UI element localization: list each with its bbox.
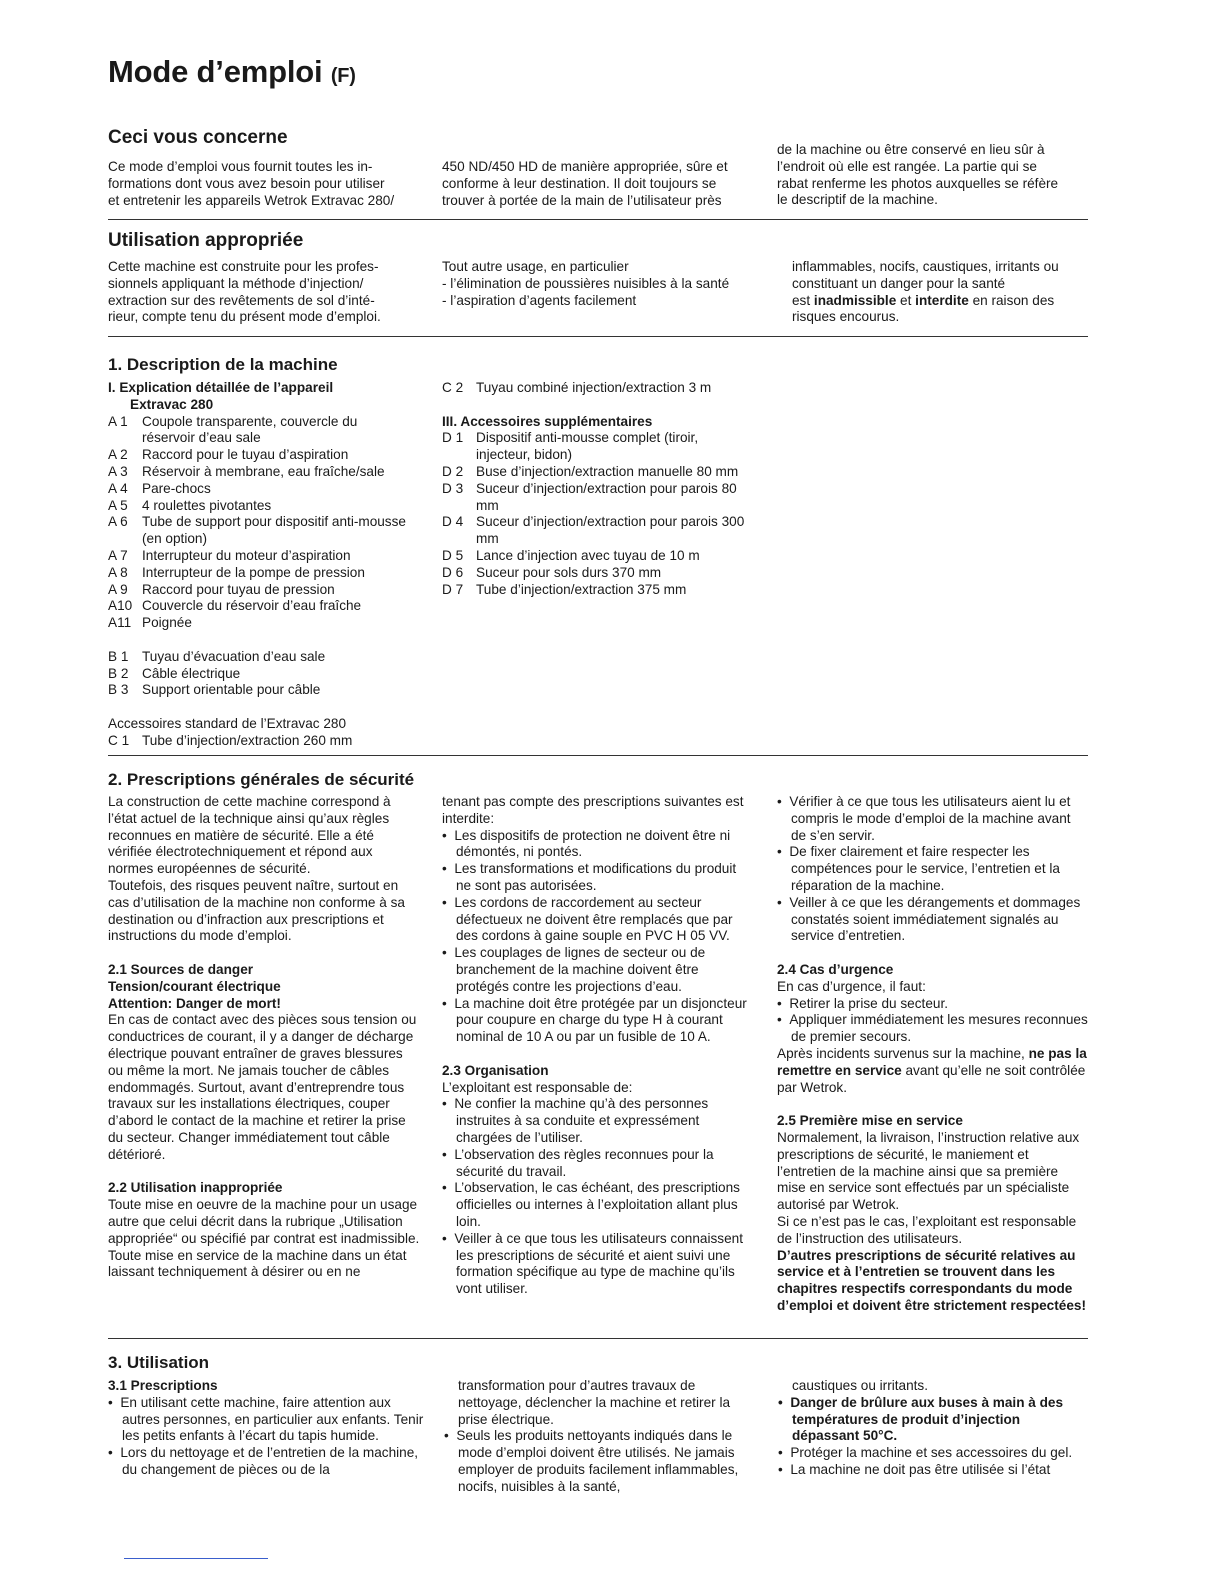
text-line: extraction sur des revêtements de sol d’inté- bbox=[108, 292, 375, 308]
bullet-text: Ne confier la machine qu’à des personnes instruites à sa conduite et expressément chargées de l’utiliser. bbox=[454, 1096, 709, 1145]
s4-col2 bbox=[444, 1378, 762, 1496]
item-key: D 1 bbox=[442, 430, 464, 446]
list-item bbox=[442, 430, 752, 464]
s0-col1 bbox=[108, 159, 428, 209]
item-key: D 6 bbox=[442, 564, 464, 580]
subheading: 2.5 Première mise en service bbox=[777, 1113, 963, 1129]
text-line: l’endroit où elle est rangée. La partie qui se bbox=[777, 158, 1037, 174]
subheading: 3.1 Prescriptions bbox=[108, 1378, 218, 1393]
list-item bbox=[108, 582, 408, 599]
s0-col2 bbox=[442, 159, 762, 209]
item-text: Buse d’injection/extraction manuelle 80 mm bbox=[476, 463, 739, 479]
item-text: 4 roulettes pivotantes bbox=[142, 497, 272, 513]
text-line: le descriptif de la machine. bbox=[777, 192, 938, 208]
paragraph: caustiques ou irritants. bbox=[792, 1378, 929, 1393]
bullet-text: Les couplages de lignes de secteur ou de branchement de la machine doivent être protégés contre les projections d’eau. bbox=[454, 945, 706, 994]
warning-heading: Attention: Danger de mort! bbox=[108, 995, 281, 1011]
bullet-list bbox=[442, 828, 754, 1046]
section-heading-securite: 2. Prescriptions générales de sécurité bbox=[108, 770, 415, 789]
list-item bbox=[442, 548, 752, 565]
s4-col1 bbox=[108, 1378, 426, 1479]
text: et bbox=[896, 292, 916, 308]
item-text: Réservoir à membrane, eau fraîche/sale bbox=[142, 463, 385, 479]
text-line: de la machine ou être conservé en lieu sûr à bbox=[777, 142, 1045, 157]
paragraph: transformation pour d’autres travaux de nettoyage, déclencher la machine et retirer la prise électrique. bbox=[458, 1378, 731, 1427]
text: Après incidents survenus sur la machine, bbox=[777, 1045, 1029, 1061]
s4-col3 bbox=[778, 1378, 1090, 1479]
item-key: B 2 bbox=[108, 665, 129, 681]
divider bbox=[108, 219, 1088, 220]
subheading: Extravac 280 bbox=[130, 396, 214, 412]
list-item bbox=[108, 481, 408, 498]
list-item bbox=[108, 464, 408, 481]
bullet-text: Les cordons de raccordement au secteur défectueux ne doivent être remplacés que par des cordons à gaine souple en PVC H 05 VV. bbox=[454, 894, 733, 944]
item-text: Interrupteur de la pompe de pression bbox=[142, 564, 365, 580]
list-item bbox=[108, 682, 408, 699]
paragraph: Toute mise en service de la machine dans un état laissant techniquement à désirer ou en ne bbox=[108, 1247, 407, 1280]
list-item bbox=[108, 447, 408, 464]
bullet-text: Les transformations et modifications du produit ne sont pas autorisées. bbox=[454, 861, 737, 893]
text-line: 450 ND/450 HD de manière appropriée, sûre et bbox=[442, 159, 728, 174]
divider bbox=[108, 336, 1088, 337]
bullet-list bbox=[442, 1096, 754, 1298]
item-text: Raccord pour tuyau de pression bbox=[142, 581, 335, 597]
item-key: B 3 bbox=[108, 682, 129, 698]
item-key: A 9 bbox=[108, 581, 128, 597]
paragraph: tenant pas compte des prescriptions suivantes est interdite: bbox=[442, 794, 744, 826]
section-heading-utilisation-appropriee: Utilisation appropriée bbox=[108, 230, 304, 251]
bullet-item: • Les dispositifs de protection ne doivent être ni démontés, ni pontés. bbox=[442, 827, 731, 860]
text-line: et entretenir les appareils Wetrok Extravac 280/ bbox=[108, 192, 395, 208]
item-key: D 7 bbox=[442, 581, 464, 597]
item-key: C 1 bbox=[108, 732, 130, 748]
s1-col1 bbox=[108, 259, 428, 326]
bold-text: inadmissible bbox=[813, 292, 897, 308]
paragraph: En cas de contact avec des pièces sous tension ou conductrices de courant, il y a danger de décharge électrique pouvant entraîner de graves blessures ou même la mort. Ne jamais toucher de câbles endommagés. Surtout, avant d’entreprendre tous travaux sur les installations électriques, couper d’abord le contact de la machine et retirer la prise du secteur. Changer immédiatement tout câble détérioré. bbox=[108, 1012, 417, 1162]
paragraph: Normalement, la livraison, l’instruction relative aux prescriptions de sécurité, le maniement et l’entretien de la machine ainsi que sa première mise en service sont effectués par un spécialiste autorisé par Wetrok. bbox=[777, 1129, 1080, 1213]
text-line: sionnels appliquant la méthode d’injection/ bbox=[108, 275, 364, 291]
bullet-list bbox=[778, 1445, 1090, 1479]
list-item bbox=[442, 481, 752, 515]
item-key: A 8 bbox=[108, 564, 128, 580]
section-heading-concerne: Ceci vous concerne bbox=[108, 127, 288, 148]
bold-text: interdite bbox=[915, 292, 969, 308]
bullet-item: • Veiller à ce que les dérangements et dommages constatés soient immédiatement signalés au service d’entretien. bbox=[777, 894, 1081, 944]
bullet-list bbox=[108, 1395, 426, 1479]
item-key: A10 bbox=[108, 598, 133, 614]
list-item bbox=[108, 598, 408, 615]
subheading: I. Explication détaillée de l’appareil bbox=[108, 380, 334, 395]
text-line: rieur, compte tenu du présent mode d’emploi. bbox=[108, 309, 381, 325]
text-line: Ce mode d’emploi vous fournit toutes les in- bbox=[108, 159, 373, 174]
divider bbox=[108, 1338, 1088, 1339]
bullet-text: Les dispositifs de protection ne doivent être ni démontés, ni pontés. bbox=[454, 827, 731, 860]
item-text: Suceur d’injection/extraction pour parois 80 mm bbox=[476, 480, 737, 513]
bold-text: ne pas la remettre en service bbox=[777, 1045, 1087, 1078]
page-title bbox=[108, 54, 356, 90]
component-list-d bbox=[442, 430, 752, 598]
text-line bbox=[792, 293, 1092, 310]
text-line: risques encourus. bbox=[792, 309, 900, 325]
item-text: Interrupteur du moteur d’aspiration bbox=[142, 547, 351, 563]
item-text: Lance d’injection avec tuyau de 10 m bbox=[476, 547, 700, 563]
bullet-text: L’observation des règles reconnues pour la sécurité du travail. bbox=[454, 1146, 714, 1179]
list-item bbox=[442, 464, 752, 481]
item-text: Coupole transparente, couvercle du réservoir d’eau sale bbox=[142, 413, 358, 446]
bullet-item: • Ne confier la machine qu’à des personnes instruites à sa conduite et expressément chargées de l’utiliser. bbox=[442, 1096, 709, 1145]
bullet-text: Danger de brûlure aux buses à main à des températures de produit d’injection dépassant 50°C. bbox=[790, 1394, 1064, 1444]
paragraph: L’exploitant est responsable de: bbox=[442, 1079, 633, 1095]
bullet-item: • Les couplages de lignes de secteur ou de branchement de la machine doivent être protégés contre les projections d’eau. bbox=[442, 945, 706, 994]
bullet-list bbox=[777, 794, 1089, 945]
subheading: 2.4 Cas d’urgence bbox=[777, 961, 894, 977]
list-item bbox=[108, 565, 408, 582]
component-list-c bbox=[108, 733, 408, 750]
item-key: D 3 bbox=[442, 480, 464, 496]
item-key: A 1 bbox=[108, 413, 128, 429]
section-heading-utilisation: 3. Utilisation bbox=[108, 1353, 210, 1372]
text-line: formations dont vous avez besoin pour utiliser bbox=[108, 175, 385, 191]
bullet-item: • Les transformations et modifications du produit ne sont pas autorisées. bbox=[442, 861, 737, 893]
text: en raison des bbox=[968, 292, 1055, 308]
item-key: D 2 bbox=[442, 463, 464, 479]
bullet-item: • Vérifier à ce que tous les utilisateurs aient lu et compris le mode d’emploi de la machine avant de s’en servir. bbox=[777, 794, 1071, 843]
item-text: Tuyau combiné injection/extraction 3 m bbox=[476, 380, 712, 395]
bullet-text: En utilisant cette machine, faire attention aux autres personnes, en particulier aux enfants. Tenir les petits enfants à l’écart du tapis humide. bbox=[120, 1394, 424, 1444]
item-text: Tube d’injection/extraction 260 mm bbox=[142, 732, 353, 748]
bullet-text: Seuls les produits nettoyants indiqués dans le mode d’emploi doivent être utilisés. Ne jamais employer de produits facilement inflammables, nocifs, nuisibles à la santé, bbox=[456, 1428, 739, 1494]
text-line: Cette machine est construite pour les profes- bbox=[108, 259, 379, 274]
bullet-list bbox=[777, 996, 1089, 1046]
bullet-text: De fixer clairement et faire respecter les compétences pour le service, l’entretien et la réparation de la machine. bbox=[789, 844, 1060, 893]
list-item bbox=[442, 582, 752, 599]
s1-col3 bbox=[792, 259, 1092, 326]
item-key: A11 bbox=[108, 615, 132, 631]
text: est bbox=[792, 292, 814, 308]
item-key: A 2 bbox=[108, 447, 128, 463]
bullet-text: Vérifier à ce que tous les utilisateurs aient lu et compris le mode d’emploi de la machine avant de s’en servir. bbox=[789, 794, 1071, 843]
item-text: Support orientable pour câble bbox=[142, 682, 321, 698]
item-key: A 3 bbox=[108, 463, 128, 479]
item-key: C 2 bbox=[442, 380, 464, 395]
list-item bbox=[108, 414, 408, 448]
subheading: 2.1 Sources de danger bbox=[108, 961, 254, 977]
item-text: Tube d’injection/extraction 375 mm bbox=[476, 581, 687, 597]
list-item bbox=[442, 565, 752, 582]
text: avant qu’elle ne soit contrôlée par Wetrok. bbox=[777, 1062, 1086, 1095]
item-text: Câble électrique bbox=[142, 665, 241, 681]
item-text: Tube de support pour dispositif anti-mousse (en option) bbox=[142, 514, 406, 547]
bullet-item: • L’observation des règles reconnues pour la sécurité du travail. bbox=[442, 1146, 714, 1179]
list-item bbox=[108, 615, 408, 632]
bold-paragraph: D’autres prescriptions de sécurité relatives au service et à l’entretien se trouvent dans les chapitres respectifs correspondants du mode d’emploi et doivent être strictement respectées! bbox=[777, 1247, 1086, 1313]
item-key: B 1 bbox=[108, 648, 129, 664]
text-line: Accessoires standard de l’Extravac 280 bbox=[108, 715, 347, 731]
s2-col2 bbox=[442, 380, 752, 598]
item-key: D 5 bbox=[442, 547, 464, 563]
list-item bbox=[108, 666, 408, 683]
item-text: Raccord pour le tuyau d’aspiration bbox=[142, 447, 349, 463]
subheading: III. Accessoires supplémentaires bbox=[442, 413, 653, 429]
bullet-item: • Lors du nettoyage et de l’entretien de la machine, du changement de pièces ou de la bbox=[108, 1445, 419, 1477]
bullet-text: Veiller à ce que tous les utilisateurs connaissent les prescriptions de sécurité et aient suivi une formation spécifique au type de machine qu’ils vont utiliser. bbox=[454, 1230, 743, 1297]
subheading: 2.3 Organisation bbox=[442, 1062, 549, 1078]
item-text: Dispositif anti-mousse complet (tiroir, injecteur, bidon) bbox=[476, 430, 699, 463]
text-line: rabat renferme les photos auxquelles se réfère bbox=[777, 175, 1059, 191]
paragraph: Toutefois, des risques peuvent naître, surtout en cas d’utilisation de la machine non conforme à sa destination ou d’infraction aux prescriptions et instructions du mode d’emploi. bbox=[108, 877, 405, 944]
bullet-item: • Danger de brûlure aux buses à main à des températures de produit d’injection dépassant 50°C. bbox=[778, 1394, 1064, 1444]
bullet-list bbox=[444, 1428, 762, 1495]
text-line: conforme à leur destination. Il doit toujours se bbox=[442, 175, 717, 191]
section-heading-description: 1. Description de la machine bbox=[108, 355, 338, 374]
list-item bbox=[108, 498, 408, 515]
paragraph: La construction de cette machine correspond à l’état actuel de la technique ainsi qu’aux règles reconnues en matière de sécurité. Elle a été vérifiée électrotechniquement et répond aux normes européennes de sécurité. bbox=[108, 794, 391, 877]
s3-col3 bbox=[777, 794, 1089, 1315]
subheading: Tension/courant électrique bbox=[108, 978, 281, 994]
bullet-text: Veiller à ce que les dérangements et dommages constatés soient immédiatement signalés au service d’entretien. bbox=[789, 894, 1081, 944]
text-line: Tout autre usage, en particulier bbox=[442, 259, 629, 274]
text-line: trouver à portée de la main de l’utilisateur près bbox=[442, 192, 722, 208]
footer-line bbox=[124, 1558, 268, 1559]
item-key: A 4 bbox=[108, 480, 128, 496]
bullet-item: • Seuls les produits nettoyants indiqués dans le mode d’emploi doivent être utilisés. Ne jamais employer de produits facilement inflammables, nocifs, nuisibles à la santé, bbox=[444, 1428, 739, 1494]
bullet-item: • L’observation, le cas échéant, des prescriptions officielles ou internes à l’exploitation allant plus loin. bbox=[442, 1180, 740, 1229]
s3-col1 bbox=[108, 794, 420, 1281]
paragraph: En cas d’urgence, il faut: bbox=[777, 978, 926, 994]
bullet-text: L’observation, le cas échéant, des prescriptions officielles ou internes à l’exploitation allant plus loin. bbox=[454, 1180, 740, 1229]
item-key: D 4 bbox=[442, 514, 464, 530]
text-line: inflammables, nocifs, caustiques, irritants ou bbox=[792, 259, 1059, 274]
item-key: A 7 bbox=[108, 547, 128, 563]
component-list-a bbox=[108, 414, 408, 632]
s3-col2 bbox=[442, 794, 754, 1298]
item-key: A 5 bbox=[108, 497, 128, 513]
bullet-item: • Veiller à ce que tous les utilisateurs connaissent les prescriptions de sécurité et aient suivi une formation spécifique au type de machine qu’ils vont utiliser. bbox=[442, 1230, 743, 1297]
s0-col3 bbox=[777, 142, 1087, 209]
bullet-item: • Les cordons de raccordement au secteur défectueux ne doivent être remplacés que par des cordons à gaine souple en PVC H 05 VV. bbox=[442, 894, 733, 944]
bullet-text: Retirer la prise du secteur. bbox=[789, 995, 948, 1011]
item-text: Pare-chocs bbox=[142, 480, 211, 496]
item-text: Poignée bbox=[142, 615, 192, 631]
dash-item: - l’aspiration d’agents facilement bbox=[442, 292, 637, 308]
bullet-text: Lors du nettoyage et de l’entretien de la machine, du changement de pièces ou de la bbox=[120, 1445, 419, 1477]
bullet-item: • En utilisant cette machine, faire attention aux autres personnes, en particulier aux enfants. Tenir les petits enfants à l’écart du tapis humide. bbox=[108, 1394, 424, 1444]
list-item bbox=[442, 380, 752, 397]
bullet-item: • La machine ne doit pas être utilisée si l’état bbox=[778, 1461, 1051, 1477]
bullet-item: • De fixer clairement et faire respecter les compétences pour le service, l’entretien et la réparation de la machine. bbox=[777, 844, 1060, 893]
list-item bbox=[108, 649, 408, 666]
paragraph: Si ce n’est pas le cas, l’exploitant est responsable de l’instruction des utilisateurs. bbox=[777, 1213, 1077, 1246]
bullet-item: • Protéger la machine et ses accessoires du gel. bbox=[778, 1445, 1073, 1461]
bullet-item: • Appliquer immédiatement les mesures reconnues de premier secours. bbox=[777, 1012, 1088, 1045]
bullet-item: • La machine doit être protégée par un disjoncteur pour coupure en charge du type H à courant nominal de 10 A ou par un fusible de 10 A. bbox=[442, 995, 747, 1045]
text-line: constituant un danger pour la santé bbox=[792, 275, 1006, 291]
component-list-b bbox=[108, 649, 408, 699]
item-text: Suceur d’injection/extraction pour parois 300 mm bbox=[476, 514, 745, 547]
dash-item: - l’élimination de poussières nuisibles à la santé bbox=[442, 275, 730, 291]
paragraph bbox=[777, 1046, 1089, 1096]
item-text: Tuyau d’évacuation d’eau sale bbox=[142, 648, 326, 664]
s1-col2 bbox=[442, 259, 742, 309]
s2-col1 bbox=[108, 380, 408, 750]
bullet-text: Protéger la machine et ses accessoires du gel. bbox=[790, 1445, 1073, 1461]
item-text: Suceur pour sols durs 370 mm bbox=[476, 564, 662, 580]
item-text: Couvercle du réservoir d’eau fraîche bbox=[142, 598, 362, 614]
list-item bbox=[108, 514, 408, 548]
title-text: Mode d’emploi bbox=[108, 54, 323, 89]
list-item bbox=[108, 548, 408, 565]
list-item bbox=[442, 514, 752, 548]
list-item bbox=[108, 733, 408, 750]
bullet-item: • Retirer la prise du secteur. bbox=[777, 995, 948, 1011]
bullet-text: Appliquer immédiatement les mesures reconnues de premier secours. bbox=[789, 1012, 1088, 1045]
bullet-text: La machine ne doit pas être utilisée si l’état bbox=[790, 1461, 1051, 1477]
divider bbox=[108, 755, 1088, 756]
language-code: (F) bbox=[330, 65, 356, 87]
bullet-text: La machine doit être protégée par un disjoncteur pour coupure en charge du type H à courant nominal de 10 A ou par un fusible de 10 A. bbox=[454, 995, 747, 1045]
subheading: 2.2 Utilisation inappropriée bbox=[108, 1180, 283, 1196]
paragraph: Toute mise en oeuvre de la machine pour un usage autre que celui décrit dans la rubrique „Utilisation appropriée“ ou spécifié par contrat est inadmissible. bbox=[108, 1197, 420, 1246]
item-key: A 6 bbox=[108, 514, 128, 530]
